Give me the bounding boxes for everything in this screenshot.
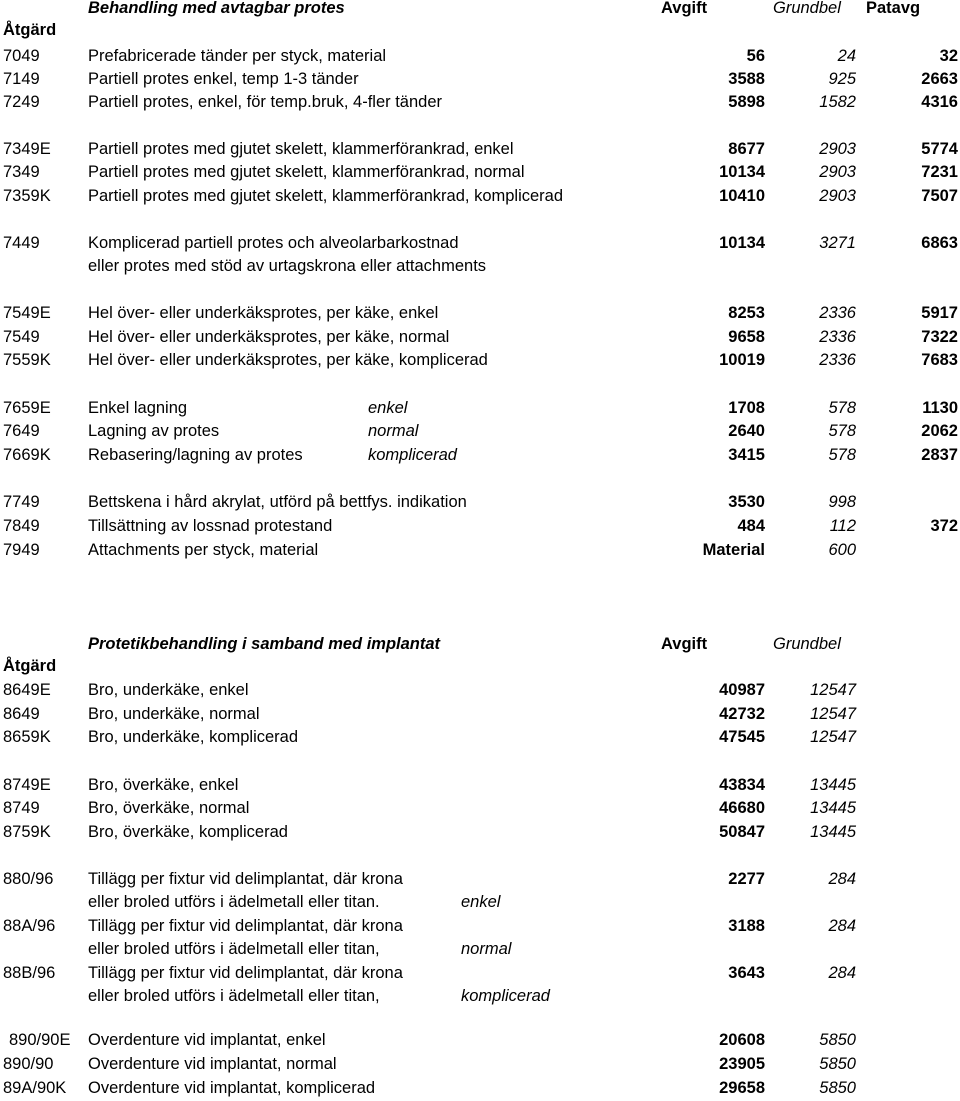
row-description-cont: eller broled utförs i ädelmetall eller titan. <box>88 893 380 911</box>
row-description: Tillsättning av lossnad protestand <box>88 517 333 535</box>
row-base-amount: 1582 <box>819 93 856 111</box>
row-code: 7669K <box>3 446 51 464</box>
row-base-amount: 578 <box>828 399 856 417</box>
row-code: 7749 <box>3 493 40 511</box>
row-fee: 10019 <box>719 351 765 369</box>
row-patient-fee: 7231 <box>921 163 958 181</box>
row-description: Attachments per styck, material <box>88 541 319 559</box>
base-header: Grundbel <box>773 635 841 653</box>
row-fee: 46680 <box>719 799 765 817</box>
row-description: Partiell protes, enkel, för temp.bruk, 4-fler tänder <box>88 93 442 111</box>
row-complexity: komplicerad <box>461 987 550 1005</box>
section2-title: Protetikbehandling i samband med implantat <box>88 635 441 653</box>
row-base-amount: 3271 <box>819 234 856 252</box>
row-code: 89A/90K <box>3 1079 67 1097</box>
row-description-cont: eller broled utförs i ädelmetall eller titan, <box>88 987 380 1005</box>
row-base-amount: 2903 <box>819 187 856 205</box>
row-base-amount: 12547 <box>810 728 856 746</box>
row-code: 8749E <box>3 776 51 794</box>
row-base-amount: 284 <box>828 964 856 982</box>
row-base-amount: 2336 <box>819 351 856 369</box>
row-description: Hel över- eller underkäksprotes, per käke, enkel <box>88 304 439 322</box>
row-description: Rebasering/lagning av protes <box>88 446 303 464</box>
row-code: 8659K <box>3 728 51 746</box>
row-description: Bro, underkäke, komplicerad <box>88 728 299 746</box>
row-complexity: normal <box>461 940 512 958</box>
row-fee: 3415 <box>728 446 765 464</box>
row-base-amount: 2903 <box>819 163 856 181</box>
row-fee: 1708 <box>728 399 765 417</box>
row-base-amount: 578 <box>828 446 856 464</box>
row-fee: 2640 <box>728 422 765 440</box>
row-fee: 23905 <box>719 1055 765 1073</box>
row-code: 7559K <box>3 351 51 369</box>
row-description: Partiell protes med gjutet skelett, klammerförankrad, normal <box>88 163 525 181</box>
row-patient-fee: 7322 <box>921 328 958 346</box>
row-code: 7359K <box>3 187 51 205</box>
row-fee: Material <box>702 541 765 559</box>
row-description-cont: eller protes med stöd av urtagskrona eller attachments <box>88 257 487 275</box>
row-patient-fee: 6863 <box>921 234 958 252</box>
row-patient-fee: 2837 <box>921 446 958 464</box>
row-base-amount: 284 <box>828 870 856 888</box>
row-code: 7649 <box>3 422 40 440</box>
row-complexity: normal <box>368 422 419 440</box>
row-description: Tillägg per fixtur vid delimplantat, där krona <box>88 870 403 888</box>
row-description: Hel över- eller underkäksprotes, per käke, normal <box>88 328 450 346</box>
row-patient-fee: 4316 <box>921 93 958 111</box>
row-description: Bettskena i hård akrylat, utförd på bettfys. indikation <box>88 493 467 511</box>
row-description: Tillägg per fixtur vid delimplantat, där krona <box>88 917 403 935</box>
row-fee: 50847 <box>719 823 765 841</box>
row-code: 7049 <box>3 47 40 65</box>
row-base-amount: 578 <box>828 422 856 440</box>
row-description: Bro, överkäke, enkel <box>88 776 239 794</box>
row-patient-fee: 5917 <box>921 304 958 322</box>
row-description: Lagning av protes <box>88 422 220 440</box>
row-description: Partiell protes enkel, temp 1-3 tänder <box>88 70 359 88</box>
row-code: 7849 <box>3 517 40 535</box>
row-patient-fee: 32 <box>939 47 958 65</box>
row-fee: 3530 <box>728 493 765 511</box>
row-code: 890/90E <box>9 1031 71 1049</box>
row-complexity: komplicerad <box>368 446 457 464</box>
row-fee: 8253 <box>728 304 765 322</box>
row-description: Bro, överkäke, normal <box>88 799 250 817</box>
row-complexity: enkel <box>461 893 501 911</box>
row-fee: 42732 <box>719 705 765 723</box>
row-fee: 8677 <box>728 140 765 158</box>
row-patient-fee: 7507 <box>921 187 958 205</box>
row-fee: 10134 <box>719 163 765 181</box>
row-base-amount: 12547 <box>810 705 856 723</box>
action-header: Åtgärd <box>3 21 57 39</box>
row-code: 7549E <box>3 304 51 322</box>
row-patient-fee: 2062 <box>921 422 958 440</box>
patient-fee-header: Patavg <box>866 0 921 17</box>
action-header: Åtgärd <box>3 657 57 675</box>
row-patient-fee: 372 <box>930 517 958 535</box>
row-patient-fee: 2663 <box>921 70 958 88</box>
row-base-amount: 13445 <box>810 823 856 841</box>
row-description: Hel över- eller underkäksprotes, per käke, komplicerad <box>88 351 488 369</box>
row-fee: 2277 <box>728 870 765 888</box>
row-fee: 9658 <box>728 328 765 346</box>
row-description: Bro, underkäke, normal <box>88 705 260 723</box>
section1-title: Behandling med avtagbar protes <box>88 0 345 17</box>
row-base-amount: 925 <box>828 70 856 88</box>
row-code: 8649E <box>3 681 51 699</box>
row-code: 8759K <box>3 823 51 841</box>
row-fee: 56 <box>746 47 765 65</box>
row-fee: 3588 <box>728 70 765 88</box>
row-base-amount: 24 <box>837 47 856 65</box>
row-code: 88B/96 <box>3 964 56 982</box>
row-base-amount: 2903 <box>819 140 856 158</box>
row-code: 8649 <box>3 705 40 723</box>
row-code: 880/96 <box>3 870 54 888</box>
row-patient-fee: 1130 <box>922 399 958 417</box>
row-base-amount: 5850 <box>819 1055 856 1073</box>
row-description: Tillägg per fixtur vid delimplantat, där krona <box>88 964 403 982</box>
row-base-amount: 112 <box>829 517 856 535</box>
row-patient-fee: 5774 <box>921 140 958 158</box>
row-description: Prefabricerade tänder per styck, material <box>88 47 387 65</box>
row-description-cont: eller broled utförs i ädelmetall eller titan, <box>88 940 380 958</box>
row-code: 7349 <box>3 163 40 181</box>
row-base-amount: 5850 <box>819 1031 856 1049</box>
row-fee: 484 <box>737 517 765 535</box>
row-fee: 3643 <box>728 964 765 982</box>
base-header: Grundbel <box>773 0 841 17</box>
row-base-amount: 2336 <box>819 328 856 346</box>
row-code: 7549 <box>3 328 40 346</box>
row-code: 7949 <box>3 541 40 559</box>
row-fee: 29658 <box>719 1079 765 1097</box>
row-description: Bro, överkäke, komplicerad <box>88 823 288 841</box>
row-base-amount: 600 <box>828 541 856 559</box>
row-code: 7449 <box>3 234 40 252</box>
row-base-amount: 13445 <box>810 776 856 794</box>
row-base-amount: 12547 <box>810 681 856 699</box>
row-code: 7249 <box>3 93 40 111</box>
row-description: Overdenture vid implantat, normal <box>88 1055 337 1073</box>
row-fee: 40987 <box>719 681 765 699</box>
row-base-amount: 5850 <box>819 1079 856 1097</box>
row-code: 7659E <box>3 399 51 417</box>
row-description: Bro, underkäke, enkel <box>88 681 249 699</box>
row-code: 890/90 <box>3 1055 54 1073</box>
row-patient-fee: 7683 <box>921 351 958 369</box>
row-base-amount: 13445 <box>810 799 856 817</box>
row-description: Enkel lagning <box>88 399 188 417</box>
row-description: Partiell protes med gjutet skelett, klammerförankrad, enkel <box>88 140 514 158</box>
row-fee: 47545 <box>719 728 765 746</box>
fee-header: Avgift <box>661 0 708 17</box>
row-code: 7149 <box>3 70 40 88</box>
row-fee: 10410 <box>719 187 765 205</box>
row-fee: 3188 <box>728 917 765 935</box>
row-description: Overdenture vid implantat, enkel <box>88 1031 326 1049</box>
row-complexity: enkel <box>368 399 408 417</box>
row-base-amount: 998 <box>828 493 856 511</box>
row-fee: 5898 <box>728 93 765 111</box>
row-description: Komplicerad partiell protes och alveolarbarkostnad <box>88 234 459 252</box>
row-base-amount: 2336 <box>819 304 856 322</box>
row-fee: 43834 <box>719 776 765 794</box>
row-code: 7349E <box>3 140 51 158</box>
row-fee: 20608 <box>719 1031 765 1049</box>
fee-header: Avgift <box>661 635 708 653</box>
row-base-amount: 284 <box>828 917 856 935</box>
row-code: 88A/96 <box>3 917 56 935</box>
row-code: 8749 <box>3 799 40 817</box>
row-description: Overdenture vid implantat, komplicerad <box>88 1079 376 1097</box>
row-description: Partiell protes med gjutet skelett, klammerförankrad, komplicerad <box>88 187 564 205</box>
row-fee: 10134 <box>719 234 765 252</box>
